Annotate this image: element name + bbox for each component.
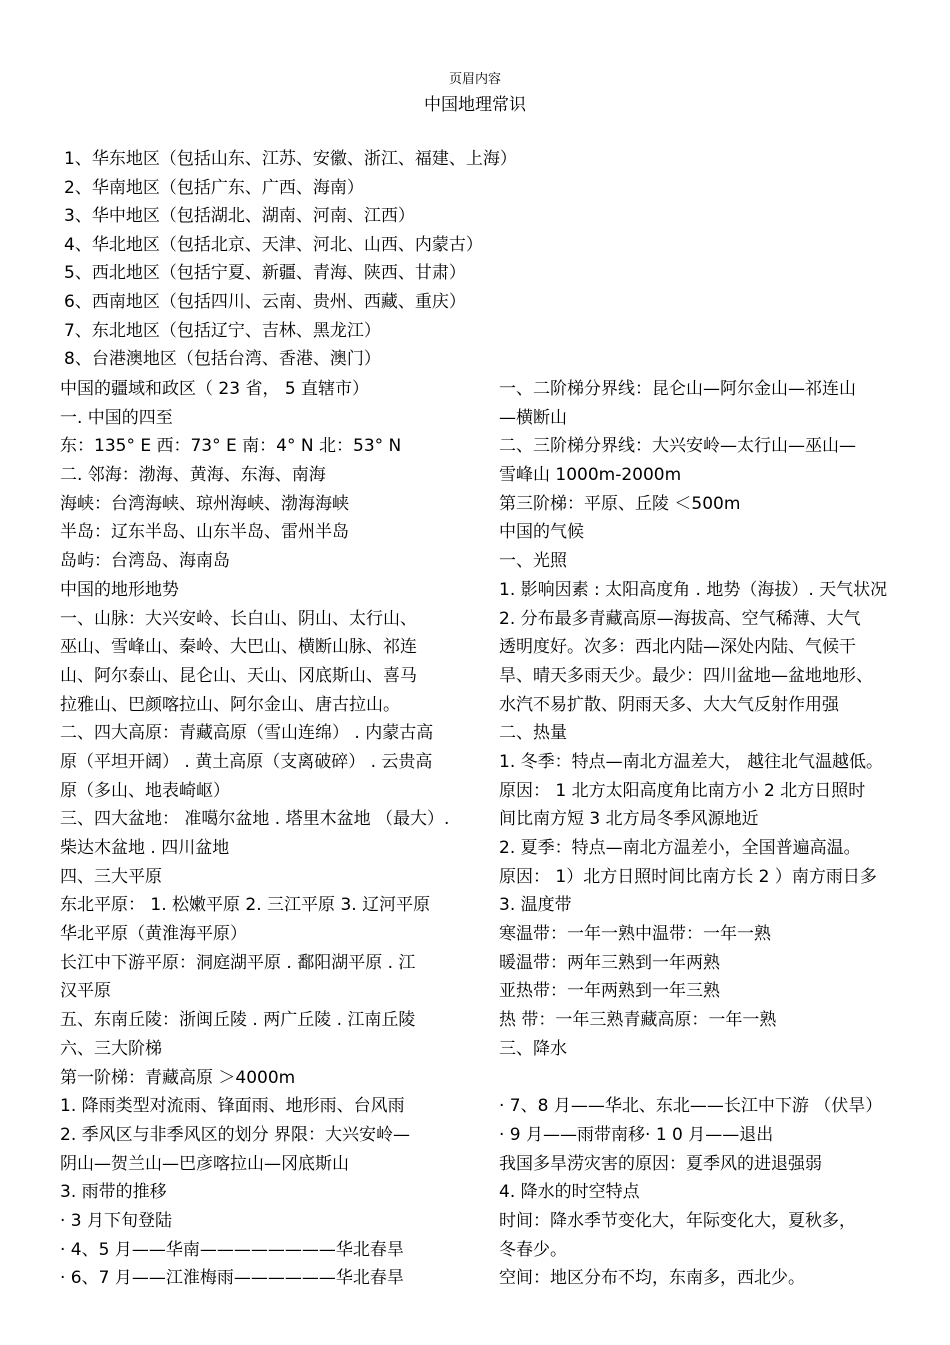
text-line: 我国多旱涝灾害的原因：夏季风的进退强弱 bbox=[499, 1153, 822, 1174]
text-line: 2. 季风区与非季风区的划分 界限：大兴安岭— bbox=[60, 1124, 411, 1145]
text-line: 一、光照 bbox=[499, 551, 567, 572]
region-item: 3、华中地区（包括湖北、湖南、河南、江西） bbox=[64, 206, 415, 227]
text-line: 间比南方短 3 北方局冬季风源地近 bbox=[499, 809, 759, 830]
text-line: 阴山—贺兰山—巴彦喀拉山—冈底斯山 bbox=[60, 1153, 349, 1174]
text-line: 华北平原（黄淮海平原） bbox=[60, 924, 247, 945]
text-line: 旱、晴天多雨天少。最少：四川盆地—盆地地形、 bbox=[499, 665, 873, 686]
text-line: 中国的疆域和政区（ 23 省， 5 直辖市） bbox=[60, 379, 370, 399]
text-line: 第三阶梯：平原、丘陵 ＜500m bbox=[499, 493, 741, 514]
region-list bbox=[64, 145, 664, 374]
page-header: 页眉内容 bbox=[448, 72, 501, 87]
text-line: · 4、5 月——华南————————华北春旱 bbox=[60, 1239, 404, 1260]
text-line: 寒温带：一年一熟中温带：一年一熟 bbox=[499, 924, 771, 945]
text-line: · 3 月下旬登陆 bbox=[60, 1210, 173, 1231]
text-line: 2. 分布最多青藏高原—海拔高、空气稀薄、大气 bbox=[499, 608, 861, 629]
text-line: 冬春少。 bbox=[499, 1239, 567, 1260]
page-title: 中国地理常识 bbox=[424, 95, 526, 115]
region-item: 2、华南地区（包括广东、广西、海南） bbox=[64, 177, 364, 198]
text-line: 空间：地区分布不均，东南多，西北少。 bbox=[499, 1268, 805, 1289]
text-line: 六、三大阶梯 bbox=[60, 1038, 162, 1059]
text-line: 一、二阶梯分界线：昆仑山—阿尔金山—祁连山 bbox=[499, 379, 856, 399]
text-line: 四、三大平原 bbox=[60, 866, 162, 887]
text-line: 中国的气候 bbox=[499, 522, 584, 543]
text-line: 一. 中国的四至 bbox=[60, 407, 173, 428]
region-item: 6、西南地区（包括四川、云南、贵州、西藏、重庆） bbox=[64, 291, 466, 312]
text-line: 巫山、雪峰山、秦岭、大巴山、横断山脉、祁连 bbox=[60, 637, 417, 658]
text-line: · 9 月——雨带南移· 1 0 月——退出 bbox=[499, 1124, 774, 1145]
region-item: 7、东北地区（包括辽宁、吉林、黑龙江） bbox=[64, 320, 381, 341]
text-line: 暖温带：两年三熟到一年两熟 bbox=[499, 952, 720, 973]
text-line: 二. 邻海：渤海、黄海、东海、南海 bbox=[60, 465, 326, 486]
text-line: 原因： 1）北方日照时间比南方长 2 ）南方雨日多 bbox=[499, 866, 877, 887]
text-line: 拉雅山、巴颜喀拉山、阿尔金山、唐古拉山。 bbox=[60, 694, 400, 715]
text-line: —横断山 bbox=[499, 407, 567, 428]
text-line: 原（多山、地表崎岖） bbox=[60, 780, 230, 801]
text-line: 原（平坦开阔） . 黄土高原（支离破碎） . 云贵高 bbox=[60, 751, 433, 772]
text-line: 4. 降水的时空特点 bbox=[499, 1182, 640, 1203]
text-line: 二、三阶梯分界线：大兴安岭—太行山—巫山— bbox=[499, 436, 856, 457]
text-line: 1. 冬季：特点—南北方温差大， 越往北气温越低。 bbox=[499, 751, 884, 772]
text-line: 海峡：台湾海峡、琼州海峡、渤海海峡 bbox=[60, 493, 349, 514]
region-item: 1、华东地区（包括山东、江苏、安徽、浙江、福建、上海） bbox=[64, 149, 517, 169]
text-line: 透明度好。次多：西北内陆—深处内陆、气候干 bbox=[499, 637, 856, 658]
text-line: 第一阶梯：青藏高原 ＞4000m bbox=[60, 1067, 296, 1088]
text-line: 汉平原 bbox=[60, 981, 111, 1002]
text-line: 三、降水 bbox=[499, 1038, 567, 1059]
text-line: 山、阿尔泰山、昆仑山、天山、冈底斯山、喜马 bbox=[60, 665, 417, 686]
text-line: · 7、8 月——华北、东北——长江中下游 （伏旱） bbox=[499, 1096, 883, 1117]
text-line: 2. 夏季：特点—南北方温差小，全国普遍高温。 bbox=[499, 838, 861, 858]
text-line: 半岛：辽东半岛、山东半岛、雷州半岛 bbox=[60, 522, 349, 543]
text-line: 3. 雨带的推移 bbox=[60, 1182, 167, 1203]
text-line: 1. 影响因素 : 太阳高度角 . 地势（海拔）. 天气状况 bbox=[499, 579, 888, 600]
text-line: 东北平原： 1. 松嫩平原 2. 三江平原 3. 辽河平原 bbox=[60, 895, 431, 916]
text-line: 3. 温度带 bbox=[499, 895, 572, 916]
text-line: 岛屿：台湾岛、海南岛 bbox=[60, 551, 230, 572]
text-line: 长江中下游平原：洞庭湖平原 . 鄱阳湖平原 . 江 bbox=[60, 952, 416, 973]
text-line: 原因： 1 北方太阳高度角比南方小 2 北方日照时 bbox=[499, 780, 866, 801]
region-item: 4、华北地区（包括北京、天津、河北、山西、内蒙古） bbox=[64, 234, 483, 255]
text-line: 热 带：一年三熟青藏高原：一年一熟 bbox=[499, 1010, 777, 1031]
spacer bbox=[499, 1064, 919, 1093]
text-line: 三、四大盆地： 准噶尔盆地 . 塔里木盆地 （最大）. bbox=[60, 809, 450, 830]
text-line: 五、东南丘陵：浙闽丘陵 . 两广丘陵 . 江南丘陵 bbox=[60, 1010, 416, 1031]
text-line: 雪峰山 1000m-2000m bbox=[499, 465, 682, 486]
region-item: 8、台港澳地区（包括台湾、香港、澳门） bbox=[64, 349, 381, 370]
text-line: 亚热带：一年两熟到一年三熟 bbox=[499, 981, 720, 1002]
text-line: 二、四大高原：青藏高原（雪山连绵） . 内蒙古高 bbox=[60, 723, 434, 744]
region-item: 5、西北地区（包括宁夏、新疆、青海、陕西、甘肃） bbox=[64, 263, 466, 284]
text-line: 1. 降雨类型对流雨、锋面雨、地形雨、台风雨 bbox=[60, 1096, 405, 1117]
text-line: 一、山脉：大兴安岭、长白山、阴山、太行山、 bbox=[60, 608, 417, 629]
left-column bbox=[60, 375, 475, 1293]
text-line: 二、热量 bbox=[499, 723, 567, 744]
text-line: 时间：降水季节变化大，年际变化大，夏秋多， bbox=[499, 1210, 856, 1231]
right-column bbox=[499, 375, 919, 1293]
text-line: 东：135° E 西：73° E 南：4° N 北：53° N bbox=[60, 436, 402, 457]
text-line: 柴达木盆地 . 四川盆地 bbox=[60, 838, 230, 858]
text-line: 水汽不易扩散、阴雨天多、大大气反射作用强 bbox=[499, 694, 839, 715]
text-line: · 6、7 月——江淮梅雨——————华北春旱 bbox=[60, 1268, 404, 1289]
text-line: 中国的地形地势 bbox=[60, 579, 179, 600]
